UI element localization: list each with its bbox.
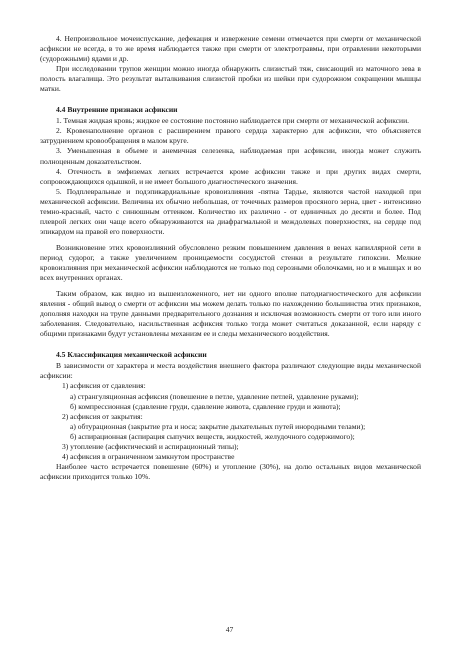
internal-sign-4: 4. Отечность в эмфиземах легких встречается кроме асфиксии также и при других видах смерти, сопровождающихся одышкой, и не имеет большого диагностического значения. [40, 166, 421, 186]
list-item-closure: 2) асфиксия от закрытия: [62, 411, 143, 421]
paragraph-involuntary-urination: 4. Непроизвольное мочеиспускание, дефекация и извержение семени отмечается при смерти от механической асфиксии не всегда, в то же время наблюдается также при смерти от электротравмы, при отравлении некоторыми (судорожными) ядами и др. [40, 34, 421, 64]
classification-intro: В зависимости от характера и места воздействия внешнего фактора различают следующие виды механической асфиксии: [40, 361, 421, 381]
internal-sign-5: 5. Подплевральные и подэпикардиальные кровоизлияния -пятна Тардье, являются частой находкой при механической асфиксии. Величина их обычно небольшая, от точечных размеров просяного зерна, цвет - интенсивно темно-красный, часто с синюшным оттенком. Количество их различно - от единичных до десяти и более. Под плеврой легких они чаще всего обнаруживаются на диафрагмальной и междолевых поверхностях, на сердце под эпикардом на правой его поверхности. [40, 186, 421, 236]
paragraph-mucus-strand: При исследовании трупов женщин можно иногда обнаружить слизистый тяж, свисающий из маточного зева в полость влагалища. Это результат выталкивания слизистой пробки из шейки при судорожном сокращении мышцы матки. [40, 64, 421, 94]
list-item-compression: 1) асфиксия от сдавления: [62, 381, 146, 391]
list-item-aspiration: б) аспирационная (аспирация сыпучих веществ, жидкостей, желудочного содержимого); [70, 431, 355, 441]
section-title-classification: 4.5 Классификация механической асфиксии [56, 350, 207, 360]
list-item-compressive: б) компрессионная (сдавление груди, сдавление живота, сдавление груди и живота); [70, 401, 341, 411]
section-title-internal-signs: 4.4 Внутренние признаки асфиксии [56, 105, 178, 115]
paragraph-hemorrhage-origin: Возникновение этих кровоизлияний обусловлено резким повышением давления в венах капиллярной сети в период судорог, а также увеличением проницаемости сосудистой стенки в результате гипоксии. Мелкие кровоизлияния при механической асфиксии наблюдаются не только под серозными оболочками, но и в мышцах и во всех внутренних органах. [40, 242, 421, 283]
paragraph-frequency: Наиболее часто встречается повешение (60%) и утопление (30%), на долю остальных видов механической асфиксии приходится только 10%. [40, 461, 421, 481]
paragraph-conclusion: Таким образом, как видно из вышеизложенного, нет ни одного вполне патодиагностического для асфиксии явления - общий вывод о смерти от асфиксии мы можем делать только по нахождению большинства этих признаков, дополняя находки на трупе данными предварительного дознания и исключая возможность смерти от того или иного заболевания. Следовательно, насильственная асфиксия только тогда может считаться доказанной, если наряду с общими признаками будут установлены механизм ее и следы механического воздействия. [40, 289, 421, 339]
list-item-obturation: а) обтурационная (закрытие рта и носа; закрытие дыхательных путей инородными телами); [70, 421, 366, 431]
list-item-drowning: 3) утопление (асфиктический и аспирационный типы); [62, 441, 239, 451]
list-item-confined-space: 4) асфиксия в ограниченном замкнутом пространстве [62, 451, 235, 461]
internal-sign-2: 2. Кровенаполнение органов с расширением правого сердца характерно для асфиксии, что объясняется затруднением кровообращения в малом круге. [40, 126, 421, 146]
internal-sign-3: 3. Уменьшенная в объеме и анемичная селезенка, наблюдаемая при асфиксии, иногда может служить полноценным доказательством. [40, 146, 421, 166]
internal-sign-1: 1. Темная жидкая кровь; жидкое ее состояние постоянно наблюдается при смерти от механической асфиксии. [56, 116, 409, 126]
list-item-strangulation: а) странгуляционная асфиксия (повешение в петле, удавление петлей, удавление руками); [70, 391, 359, 401]
page-number: 47 [225, 625, 234, 634]
